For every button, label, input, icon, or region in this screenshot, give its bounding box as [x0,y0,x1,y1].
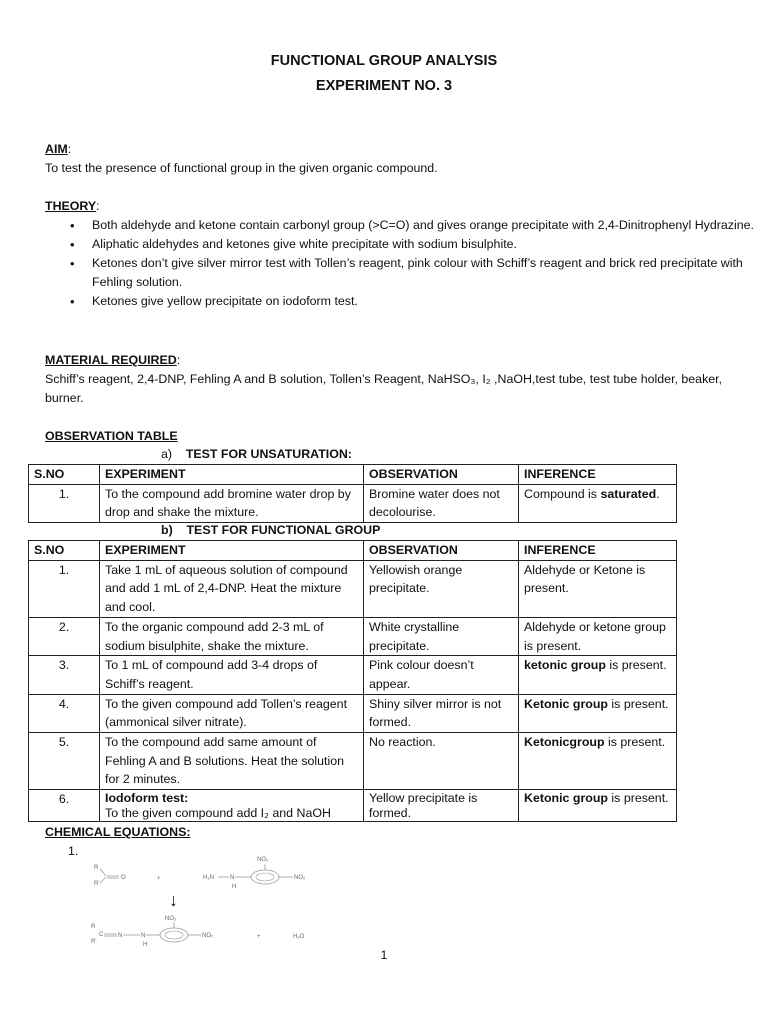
eq-label-no2-right: NO₂ [294,875,306,881]
row-observation: Bromine water does not decolourise. [364,484,519,522]
eq-label-c: C [99,932,104,938]
row-observation: White crystalline precipitate. [364,617,519,655]
table-a-title: TEST FOR UNSATURATION: [185,447,352,461]
header-observation: OBSERVATION [364,541,519,561]
table-row [29,560,677,617]
theory-heading: THEORY [45,199,97,213]
row-sno: 1. [29,484,100,522]
row-observation: Shiny silver mirror is not formed. [364,694,519,732]
row-experiment: To the compound add bromine water drop by drop and shake the mixture. [100,484,364,522]
eq-label-r-product: R [91,924,96,930]
benzene-ring-inner [165,931,183,939]
theory-item: • Aliphatic aldehydes and ketones give white precipitate with sodium bisulphite. [92,235,768,254]
observation-heading: OBSERVATION TABLE [45,429,178,443]
table-b-title: TEST FOR FUNCTIONAL GROUP [186,523,381,537]
header-experiment: EXPERIMENT [100,541,364,561]
benzene-ring-inner [256,873,274,881]
eq-label-r: R [94,865,99,871]
inference-bold: saturated [600,486,657,501]
inference-bold: Ketonicgroup [524,735,605,750]
row-experiment [100,790,364,822]
material-section: MATERIAL REQUIRED: [45,353,181,367]
row-sno: 3. [29,656,100,694]
benzene-ring [160,928,188,942]
theory-item: • Ketones give yellow precipitate on iodoform test. [92,292,768,311]
row-inference [519,733,677,790]
row-inference [519,790,677,822]
table-b-caption [161,521,380,540]
row-sno: 5. [29,733,100,790]
theory-section: THEORY: [45,199,100,213]
row-inference [519,656,677,694]
row-inference [519,694,677,732]
header-sno: S.NO [29,465,100,485]
bond-line [100,869,106,876]
header-sno: S.NO [29,541,100,561]
inference-text: is present. [607,791,669,806]
table-row [29,694,677,732]
row-experiment: To the given compound add Tollen’s reagent (ammonical silver nitrate). [100,694,364,732]
inference-bold: Ketonic group [524,696,608,711]
table-header-row [29,465,677,485]
table-row [29,790,677,822]
table-row [29,733,677,790]
eq-label-n1: N [118,933,123,939]
inference-text: is present. [607,696,669,711]
table-row [29,656,677,694]
eq-label-r-prime: R' [94,881,100,887]
row-sno: 4. [29,694,100,732]
material-heading: MATERIAL REQUIRED [45,353,177,367]
equation-number: 1. [68,844,79,858]
header-experiment: EXPERIMENT [100,465,364,485]
unsaturation-table [28,464,677,523]
page-number: 1 [380,948,388,962]
table-b-marker: b) [161,523,173,537]
eq-plus: + [157,876,161,882]
eq-label-h2n: H₂N [203,875,214,881]
header-inference: INFERENCE [519,541,677,561]
table-a-caption [161,445,352,464]
eq-plus-product: + [257,934,261,940]
row-experiment: To 1 mL of compound add 3-4 drops of Schiff’s reagent. [100,656,364,694]
row-sno: 6. [29,790,100,822]
aim-heading: AIM [45,142,68,156]
inference-text: Compound is [524,486,601,501]
row-inference [519,484,677,522]
material-text: Schiff’s reagent, 2,4-DNP, Fehling A and B solution, Tollen’s Reagent, NaHSO₃, I₂ ,NaOH,test tube, test tube holder, beaker, burner. [45,372,723,405]
eq-label-h2o: H₂O [293,934,305,940]
inference-bold: ketonic group [524,658,606,673]
eq-label-no2-top-product: NO₂ [165,916,177,922]
eq-label-n2: N [141,933,146,939]
table-row [29,617,677,655]
row-observation: No reaction. [364,733,519,790]
functional-group-table [28,540,677,822]
inference-bold: Ketonic group [524,791,608,806]
inference-suffix: . [656,486,660,501]
eq-label-r-prime-product: R' [91,939,97,945]
header-observation: OBSERVATION [364,465,519,485]
aim-section: AIM: [45,142,72,156]
chemical-equation-diagram [85,852,335,952]
row-experiment: To the organic compound add 2-3 mL of sodium bisulphite, shake the mixture. [100,617,364,655]
eq-label-no2-right-product: NO₂ [202,933,214,939]
document-title: FUNCTIONAL GROUP ANALYSIS [270,53,498,69]
theory-list [45,216,768,311]
row-experiment: Take 1 mL of aqueous solution of compound and add 1 mL of 2,4-DNP. Heat the mixture and cool. [100,560,364,617]
eq-label-n: N [230,875,235,881]
row-observation: Pink colour doesn’t appear. [364,656,519,694]
experiment-text: To the given compound add I₂ and NaOH [105,806,331,821]
benzene-ring [251,870,279,884]
row-experiment: To the compound add same amount of Fehling A and B solutions. Heat the solution for 2 minutes. [100,733,364,790]
experiment-bold: Iodoform test: [105,791,189,806]
table-row [29,484,677,522]
row-observation: Yellowish orange precipitate. [364,560,519,617]
theory-item: • Both aldehyde and ketone contain carbonyl group (>C=O) and gives orange precipitate with 2,4-Dinitrophenyl Hydrazine. [92,216,768,235]
header-inference: INFERENCE [519,465,677,485]
row-observation: Yellow precipitate is formed. [364,790,519,822]
row-inference: Aldehyde or Ketone is present. [519,560,677,617]
row-sno: 2. [29,617,100,655]
theory-item: • Ketones don’t give silver mirror test with Tollen’s reagent, pink colour with Schiff’s reagent and brick red precipitate with Fehling solution. [92,254,768,292]
eq-label-o: O [121,875,126,881]
inference-text: is present. [605,658,667,673]
equations-heading: CHEMICAL EQUATIONS: [45,825,191,839]
table-a-marker: a) [161,447,173,461]
eq-label-h-product: H [143,942,148,948]
bond-line [100,877,106,883]
row-inference: Aldehyde or ketone group is present. [519,617,677,655]
reaction-arrow: ↓ [169,890,178,910]
experiment-number: EXPERIMENT NO. 3 [315,78,453,94]
eq-label-no2-top: NO₂ [257,857,269,863]
aim-text: To test the presence of functional group in the given organic compound. [45,161,438,175]
table-header-row [29,541,677,561]
row-sno: 1. [29,560,100,617]
eq-label-h: H [232,884,237,890]
inference-text: is present. [604,735,666,750]
